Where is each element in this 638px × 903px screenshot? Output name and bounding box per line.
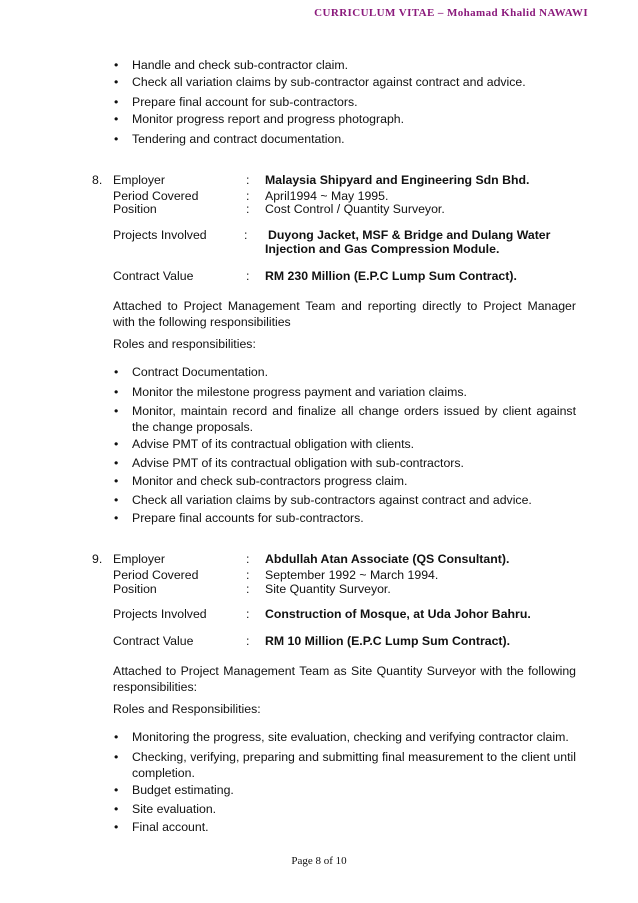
colon: :: [246, 202, 250, 216]
bullet-icon: •: [114, 456, 119, 470]
bullet-icon: •: [114, 730, 119, 744]
colon: :: [246, 582, 250, 596]
page-number: Page 8 of 10: [291, 855, 347, 867]
colon: :: [246, 552, 250, 566]
bullet-icon: •: [114, 802, 119, 816]
list-item: • Check all variation claims by sub-contractors against contract and advice.: [114, 493, 532, 507]
list-item: • Monitor and check sub-contractors progress claim.: [114, 474, 408, 488]
bullet-icon: •: [114, 58, 119, 72]
bullet-icon: •: [114, 112, 119, 126]
colon: :: [246, 607, 250, 621]
list-item: • Handle and check sub-contractor claim.: [114, 58, 348, 72]
period-value: September 1992 ~ March 1994.: [265, 568, 439, 582]
employer-value: Malaysia Shipyard and Engineering Sdn Bhd.: [265, 173, 530, 187]
list-item: • Monitor the milestone progress payment and variation claims.: [114, 385, 467, 399]
projects-label: Projects Involved: [113, 228, 207, 242]
bullet-icon: •: [114, 750, 119, 764]
position-value: Site Quantity Surveyor.: [265, 582, 391, 596]
list-item: • Tendering and contract documentation.: [114, 132, 345, 146]
period-label: Period Covered: [113, 189, 199, 203]
bullet-icon: •: [114, 132, 119, 146]
projects-value-line2: Injection and Gas Compression Module.: [265, 242, 500, 256]
roles-heading: Roles and responsibilities:: [113, 337, 256, 351]
contract-value: RM 230 Million (E.P.C Lump Sum Contract).: [265, 269, 517, 283]
attached-paragraph: Attached to Project Management Team as Site Quantity Surveyor with the following responsibilities:: [113, 664, 576, 694]
position-label: Position: [113, 582, 157, 596]
colon: :: [244, 228, 248, 242]
contract-label: Contract Value: [113, 269, 194, 283]
list-item: • Check all variation claims by sub-contractor against contract and advice.: [114, 75, 526, 89]
colon: :: [246, 634, 250, 648]
document-header: CURRICULUM VITAE – Mohamad Khalid NAWAWI: [314, 7, 588, 19]
colon: :: [246, 568, 250, 582]
list-item: • Site evaluation.: [114, 802, 217, 816]
bullet-icon: •: [114, 95, 119, 109]
employer-value: Abdullah Atan Associate (QS Consultant).: [265, 552, 510, 566]
list-item: • Budget estimating.: [114, 783, 234, 797]
bullet-icon: •: [114, 511, 119, 525]
bullet-icon: •: [114, 404, 119, 418]
bullet-icon: •: [114, 385, 119, 399]
projects-label: Projects Involved: [113, 607, 207, 621]
list-item: • Advise PMT of its contractual obligation with clients.: [114, 437, 415, 451]
list-item: • Checking, verifying, preparing and submitting final measurement to the client until completion.: [114, 750, 576, 780]
list-item: • Monitoring the progress, site evaluation, checking and verifying contractor claim.: [114, 730, 569, 744]
bullet-icon: •: [114, 474, 119, 488]
bullet-icon: •: [114, 783, 119, 797]
list-item: • Monitor, maintain record and finalize all change orders issued by client against the change proposals.: [114, 404, 576, 434]
position-value: Cost Control / Quantity Surveyor.: [265, 202, 445, 216]
colon: :: [246, 189, 250, 203]
colon: :: [246, 173, 250, 187]
roles-heading: Roles and Responsibilities:: [113, 702, 261, 716]
list-item: • Monitor progress report and progress photograph.: [114, 112, 405, 126]
period-value: April1994 ~ May 1995.: [265, 189, 389, 203]
period-label: Period Covered: [113, 568, 199, 582]
bullet-icon: •: [114, 75, 119, 89]
contract-value: RM 10 Million (E.P.C Lump Sum Contract).: [265, 634, 511, 648]
projects-value: Construction of Mosque, at Uda Johor Bahru.: [265, 607, 531, 621]
list-item: • Final account.: [114, 820, 209, 834]
entry-number: 9.: [92, 552, 103, 566]
list-item: • Advise PMT of its contractual obligation with sub-contractors.: [114, 456, 464, 470]
colon: :: [246, 269, 250, 283]
projects-value-line1: Duyong Jacket, MSF & Bridge and Dulang Water: [268, 228, 551, 242]
bullet-icon: •: [114, 437, 119, 451]
list-item: • Prepare final account for sub-contractors.: [114, 95, 358, 109]
entry-number: 8.: [92, 173, 103, 187]
attached-paragraph: Attached to Project Management Team and reporting directly to Project Manager with the following responsibilities: [113, 299, 576, 329]
employer-label: Employer: [113, 552, 165, 566]
bullet-icon: •: [114, 820, 119, 834]
bullet-icon: •: [114, 493, 119, 507]
contract-label: Contract Value: [113, 634, 194, 648]
list-item: • Contract Documentation.: [114, 365, 269, 379]
list-item: • Prepare final accounts for sub-contractors.: [114, 511, 364, 525]
bullet-icon: •: [114, 365, 119, 379]
employer-label: Employer: [113, 173, 165, 187]
position-label: Position: [113, 202, 157, 216]
